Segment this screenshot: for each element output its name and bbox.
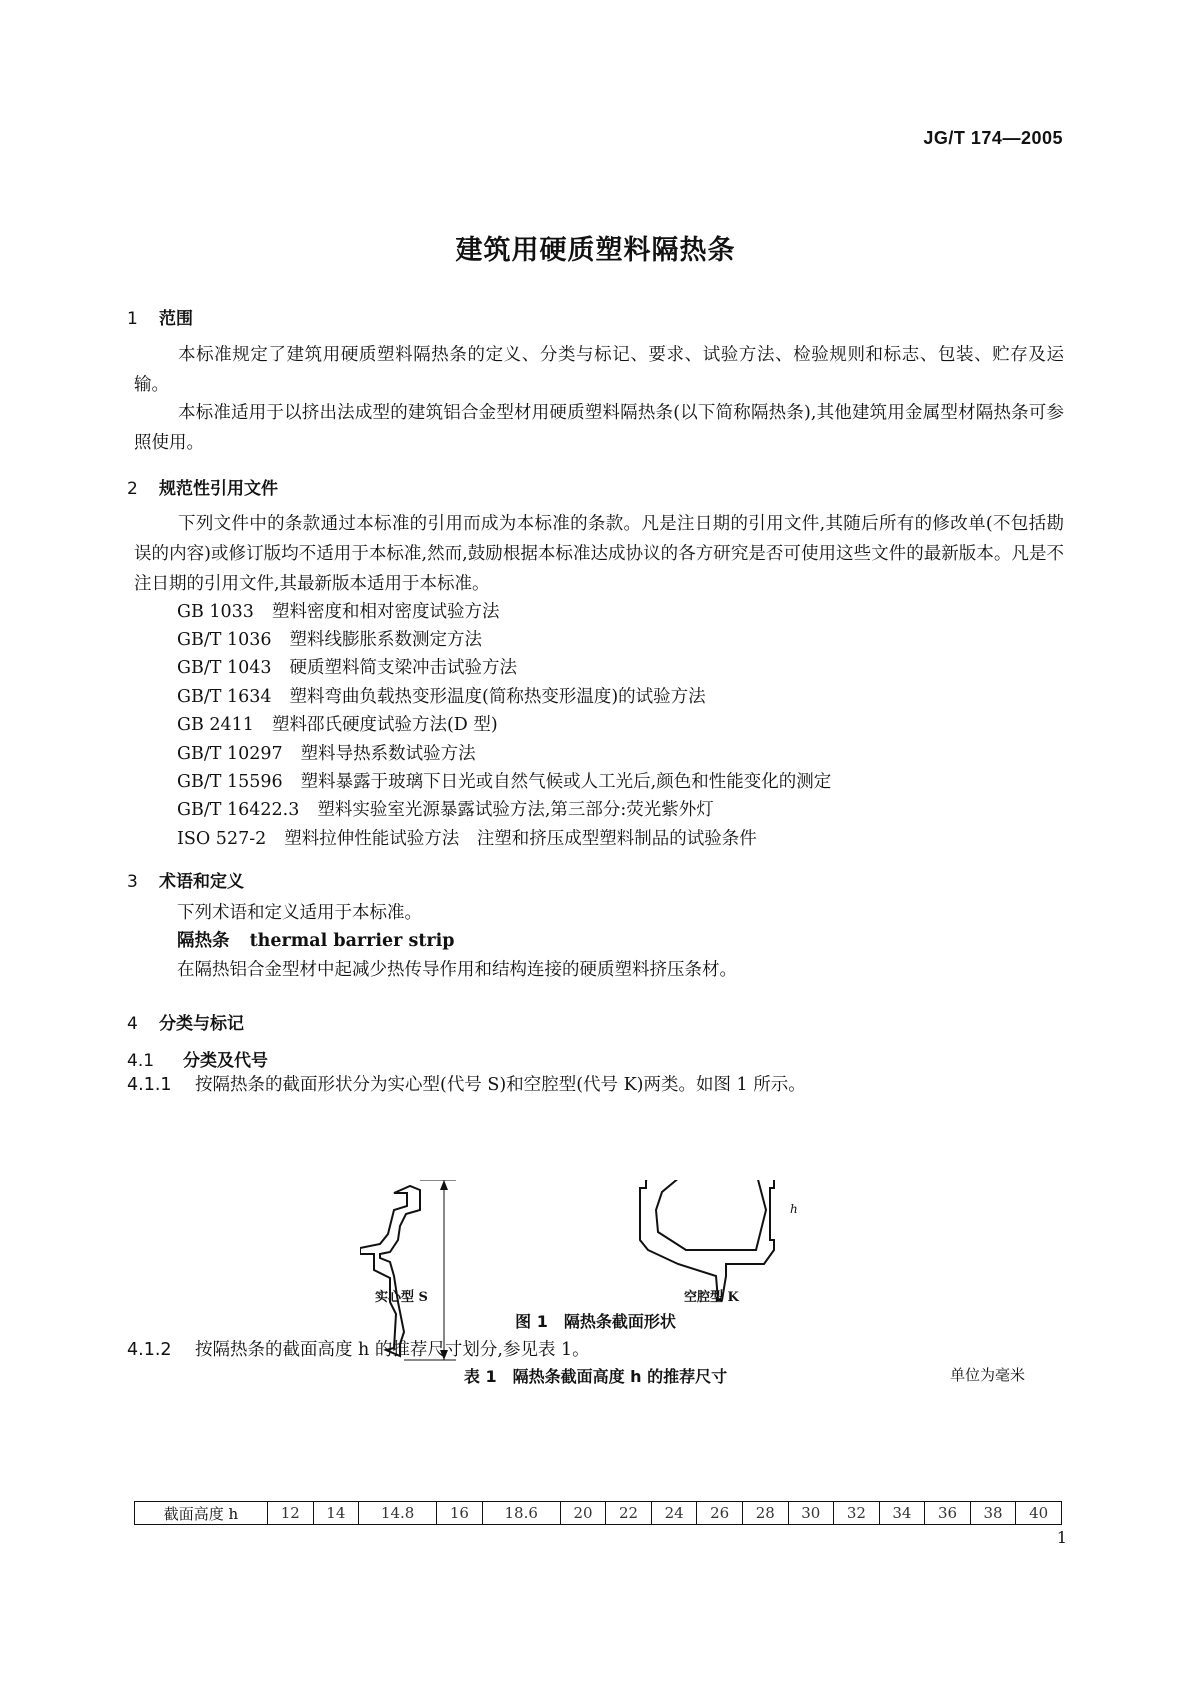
table-cell: 32 <box>834 1502 880 1525</box>
reference-code: GB/T 1036 <box>177 630 272 650</box>
reference-title: 硬质塑料简支梁冲击试验方法 <box>289 658 518 678</box>
table-1 <box>134 1501 1062 1525</box>
reference-code: GB/T 1634 <box>177 687 272 707</box>
section-title: 术语和定义 <box>159 872 244 892</box>
reference-item <box>177 825 757 850</box>
section-1-heading <box>127 304 193 329</box>
table-cell: 14.8 <box>359 1502 437 1525</box>
section-number: 4.1 <box>127 1051 155 1071</box>
section-title: 范围 <box>159 309 193 329</box>
reference-code: GB/T 10297 <box>177 744 283 764</box>
reference-title: 塑料密度和相对密度试验方法 <box>271 602 500 622</box>
clause-4-1-2 <box>127 1335 590 1365</box>
reference-title: 塑料邵氏硬度试验方法(D 型) <box>271 715 498 735</box>
section-1-para-1: 本标准规定了建筑用硬质塑料隔热条的定义、分类与标记、要求、试验方法、检验规则和标志、包装、贮存及运输。 <box>134 345 1064 395</box>
reference-code: GB 2411 <box>177 715 254 735</box>
table-cell: 20 <box>560 1502 606 1525</box>
section-4-heading <box>127 1009 244 1034</box>
table-cell: 28 <box>742 1502 788 1525</box>
figure-1-caption: 图 1 隔热条截面形状 <box>515 1312 676 1331</box>
page-number: 1 <box>1056 1528 1067 1547</box>
reference-code: GB/T 1043 <box>177 658 272 678</box>
table-row <box>135 1502 1062 1525</box>
table-cell: 22 <box>606 1502 652 1525</box>
reference-code: ISO 527-2 <box>177 829 267 849</box>
hollow-profile-label: 空腔型 K <box>684 1290 739 1305</box>
reference-item <box>177 598 499 623</box>
hollow-profile-inner <box>656 1180 766 1250</box>
table-row-header: 截面高度 h <box>135 1502 268 1525</box>
document-title: 建筑用硬质塑料隔热条 <box>455 235 736 266</box>
reference-title: 塑料拉伸性能试验方法 注塑和挤压成型塑料制品的试验条件 <box>284 829 757 849</box>
reference-item <box>177 711 498 736</box>
table-cell: 24 <box>651 1502 697 1525</box>
section-number: 3 <box>127 872 138 892</box>
section-number: 2 <box>127 479 138 499</box>
reference-title: 塑料实验室光源暴露试验方法,第三部分:荧光紫外灯 <box>317 800 714 820</box>
table-cell: 16 <box>437 1502 483 1525</box>
reference-item <box>177 626 482 651</box>
table-cell: 18.6 <box>482 1502 560 1525</box>
clause-text: 按隔热条的截面高度 h 的推荐尺寸划分,参见表 1。 <box>195 1340 590 1360</box>
term-definition: 在隔热铝合金型材中起减少热传导作用和结构连接的硬质塑料挤压条材。 <box>177 960 737 980</box>
reference-title: 塑料线膨胀系数测定方法 <box>289 630 483 650</box>
section-number: 1 <box>127 309 138 329</box>
section-number: 4 <box>127 1014 138 1034</box>
table-cell: 34 <box>879 1502 925 1525</box>
table-cell: 36 <box>925 1502 971 1525</box>
table-cell: 40 <box>1016 1502 1062 1525</box>
reference-code: GB 1033 <box>177 602 254 622</box>
section-3-para-1: 下列术语和定义适用于本标准。 <box>177 903 422 923</box>
reference-title: 塑料导热系数试验方法 <box>300 744 476 764</box>
term-entry <box>177 926 455 956</box>
reference-item <box>177 796 714 821</box>
section-title: 分类及代号 <box>183 1051 268 1071</box>
reference-item <box>177 740 476 765</box>
table-cell: 14 <box>313 1502 359 1525</box>
term-english: thermal barrier strip <box>249 931 455 951</box>
reference-code: GB/T 15596 <box>177 772 283 792</box>
dimension-arrow-top <box>440 1180 448 1190</box>
reference-title: 塑料暴露于玻璃下日光或自然气候或人工光后,颜色和性能变化的测定 <box>300 772 832 792</box>
table-1-caption: 表 1 隔热条截面高度 h 的推荐尺寸 <box>463 1367 728 1386</box>
dimension-label: h <box>790 1202 798 1216</box>
reference-item <box>177 768 831 793</box>
reference-item <box>177 683 706 708</box>
section-3-heading <box>127 867 244 892</box>
section-title: 分类与标记 <box>159 1014 244 1034</box>
subsection-4-1-heading <box>127 1046 268 1071</box>
section-2-para-1: 下列文件中的条款通过本标准的引用而成为本标准的条款。凡是注日期的引用文件,其随后所有的修改单(不包括勘误的内容)或修订版均不适用于本标准,然而,鼓励根据本标准达成协议的各方研究是否可使用这些文件的最新版本。凡是不注日期的引用文件,其最新版本适用于本标准。 <box>134 514 1064 594</box>
reference-title: 塑料弯曲负载热变形温度(简称热变形温度)的试验方法 <box>289 687 706 707</box>
clause-number: 4.1.2 <box>127 1340 172 1360</box>
section-title: 规范性引用文件 <box>159 479 278 499</box>
clause-number: 4.1.1 <box>127 1075 172 1095</box>
section-2-heading <box>127 474 278 499</box>
table-cell: 12 <box>268 1502 314 1525</box>
table-cell: 30 <box>788 1502 834 1525</box>
solid-profile-label: 实心型 S <box>375 1290 428 1305</box>
standard-code: JG/T 174—2005 <box>923 128 1063 148</box>
table-1-unit: 单位为毫米 <box>950 1366 1026 1384</box>
term-chinese: 隔热条 <box>177 931 230 951</box>
reference-item <box>177 654 517 679</box>
clause-text: 按隔热条的截面形状分为实心型(代号 S)和空腔型(代号 K)两类。如图 1 所示。 <box>195 1075 806 1095</box>
table-cell: 38 <box>970 1502 1016 1525</box>
clause-4-1-1 <box>127 1070 806 1100</box>
table-cell: 26 <box>697 1502 743 1525</box>
reference-code: GB/T 16422.3 <box>177 800 300 820</box>
section-1-para-2: 本标准适用于以挤出法成型的建筑铝合金型材用硬质塑料隔热条(以下简称隔热条),其他建筑用金属型材隔热条可参照使用。 <box>134 403 1064 453</box>
